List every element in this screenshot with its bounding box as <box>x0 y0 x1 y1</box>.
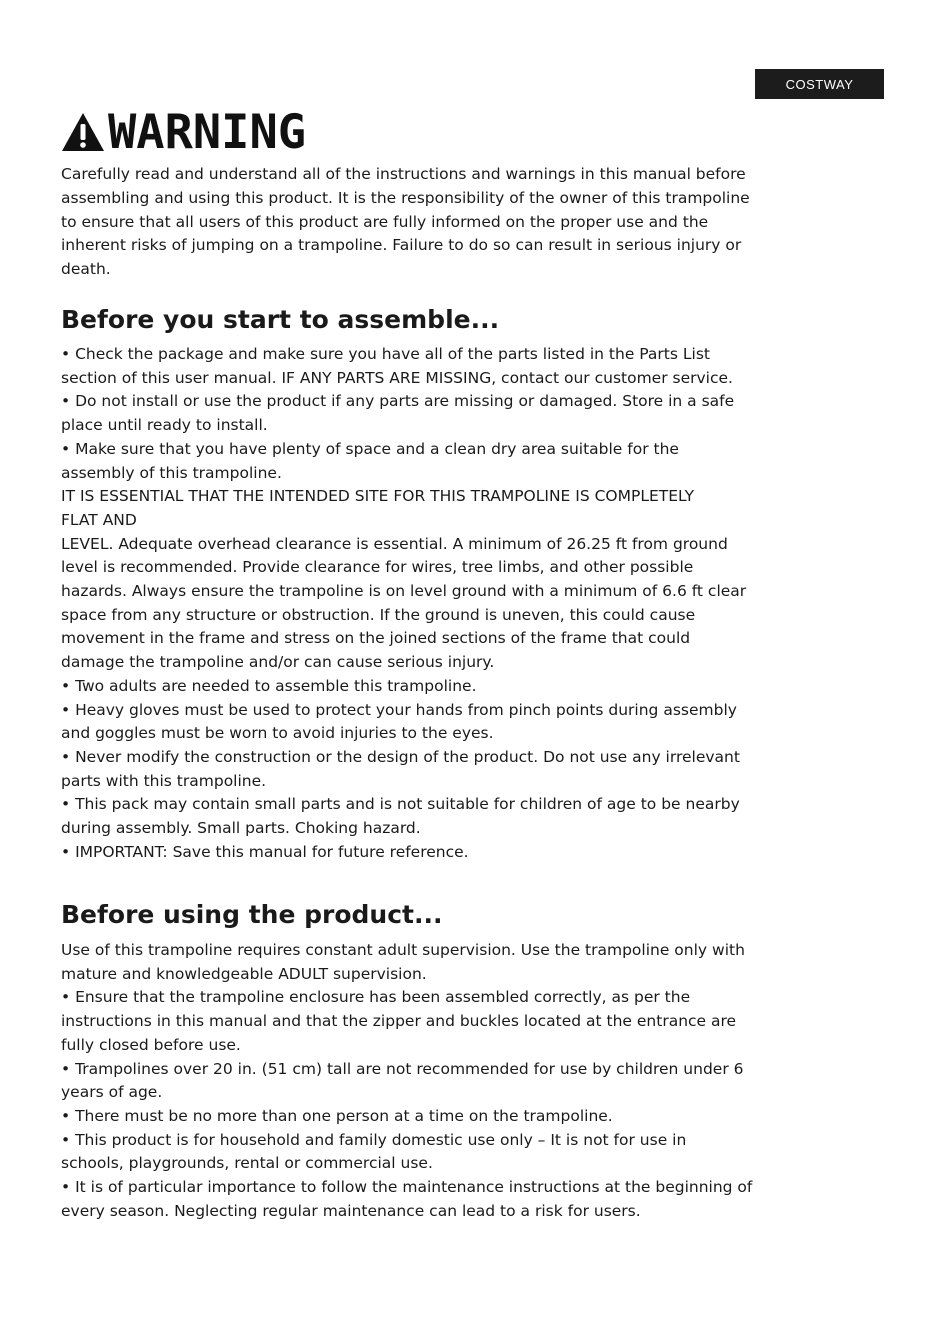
text-line: space from any structure or obstruction. If the ground is uneven, this could cause <box>61 605 696 624</box>
brand-logo: COSTWAY <box>755 69 884 99</box>
text-line: • Heavy gloves must be used to protect your hands from pinch points during assembly <box>61 700 737 719</box>
text-line: • There must be no more than one person at a time on the trampoline. <box>61 1106 613 1125</box>
text-line: level is recommended. Provide clearance for wires, tree limbs, and other possible <box>61 558 694 577</box>
text-line: • IMPORTANT: Save this manual for future reference. <box>61 842 469 861</box>
text-line: section of this user manual. IF ANY PARTS ARE MISSING, contact our customer service. <box>61 368 733 387</box>
warning-heading <box>60 104 306 160</box>
text-line: instructions in this manual and that the zipper and buckles located at the entrance are <box>61 1012 737 1031</box>
text-line: Carefully read and understand all of the instructions and warnings in this manual before <box>61 165 746 183</box>
text-line: during assembly. Small parts. Choking hazard. <box>61 819 421 838</box>
warning-triangle-icon <box>60 111 106 153</box>
text-line: place until ready to install. <box>61 416 268 435</box>
text-line: • It is of particular importance to follow the maintenance instructions at the beginning of <box>61 1178 753 1197</box>
text-line: hazards. Always ensure the trampoline is on level ground with a minimum of 6.6 ft clear <box>61 582 747 601</box>
text-line: parts with this trampoline. <box>61 771 267 790</box>
text-line: • Trampolines over 20 in. (51 cm) tall are not recommended for use by children under 6 <box>61 1059 744 1078</box>
text-line: • Check the package and make sure you have all of the parts listed in the Parts List <box>61 345 710 363</box>
text-line: • This pack may contain small parts and is not suitable for children of age to be nearby <box>61 795 740 814</box>
text-line: Use of this trampoline requires constant adult supervision. Use the trampoline only with <box>61 941 745 959</box>
text-line: LEVEL. Adequate overhead clearance is essential. A minimum of 26.25 ft from ground <box>61 534 728 553</box>
text-line: years of age. <box>61 1083 163 1102</box>
warning-title: WARNING <box>108 104 307 160</box>
text-line: fully closed before use. <box>61 1035 241 1054</box>
text-line: • Two adults are needed to assemble this trampoline. <box>61 676 477 695</box>
before-assemble-text <box>61 343 851 864</box>
text-line: • Do not install or use the product if any parts are missing or damaged. Store in a safe <box>61 392 735 411</box>
warning-text <box>61 163 851 282</box>
before-assemble-heading: Before you start to assemble... <box>61 305 500 334</box>
before-using-text <box>61 939 851 1223</box>
text-line: IT IS ESSENTIAL THAT THE INTENDED SITE FOR THIS TRAMPOLINE IS COMPLETELY <box>61 487 695 506</box>
before-using-heading: Before using the product... <box>61 900 443 929</box>
text-line: assembly of this trampoline. <box>61 463 282 482</box>
text-line: • Make sure that you have plenty of space and a clean dry area suitable for the <box>61 439 679 458</box>
text-line: assembling and using this product. It is the responsibility of the owner of this trampoline <box>61 188 750 207</box>
text-line: death. <box>61 260 111 279</box>
text-line: • This product is for household and family domestic use only – It is not for use in <box>61 1130 687 1149</box>
text-line: mature and knowledgeable ADULT supervision. <box>61 964 427 983</box>
text-line: FLAT AND <box>61 510 137 529</box>
text-line: movement in the frame and stress on the joined sections of the frame that could <box>61 629 691 648</box>
text-line: to ensure that all users of this product are fully informed on the proper use and the <box>61 212 709 231</box>
text-line: damage the trampoline and/or can cause serious injury. <box>61 653 495 672</box>
text-line: schools, playgrounds, rental or commercial use. <box>61 1154 433 1173</box>
text-line: • Ensure that the trampoline enclosure has been assembled correctly, as per the <box>61 988 691 1007</box>
text-line: every season. Neglecting regular maintenance can lead to a risk for users. <box>61 1201 641 1220</box>
text-line: inherent risks of jumping on a trampoline. Failure to do so can result in serious injury or <box>61 236 742 255</box>
text-line: and goggles must be worn to avoid injuries to the eyes. <box>61 724 494 743</box>
text-line: • Never modify the construction or the design of the product. Do not use any irrelevant <box>61 747 740 766</box>
